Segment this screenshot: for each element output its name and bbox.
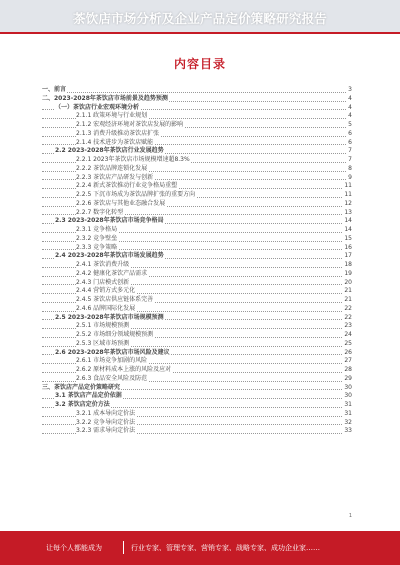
toc-entry[interactable] [42,305,352,314]
toc-entry[interactable] [42,314,352,323]
toc-entry-title: 3.2.3 需求导向定价法 [76,427,136,435]
toc-entry[interactable] [42,147,352,156]
toc-entry-page: 13 [344,208,352,216]
toc-entry[interactable] [42,200,352,209]
toc-entry[interactable] [42,384,352,393]
toc-entry[interactable] [42,174,352,183]
toc-entry[interactable] [42,182,352,191]
toc-entry-title: 2.1.3 消费升级推动茶饮店扩张 [76,129,160,137]
toc-entry-page: 14 [344,217,352,225]
toc-entry[interactable] [42,340,352,349]
toc-entry-page: 6 [348,138,352,146]
toc-entry-title: 2.6 2023-2028年茶饮店市场风险及建议 [55,348,170,356]
toc-entry[interactable] [42,366,352,375]
toc-entry-page: 30 [344,383,352,391]
toc-entry-title: 2.1.1 政策环境与行业规划 [76,112,148,120]
footer-banner [0,531,400,565]
toc-entry-title: 2.4.2 健康化茶饮产品需求 [76,269,148,277]
toc-entry-title: 2.2.5 下沉市场成为茶饮品牌扩张的重要方向 [76,191,196,198]
toc-entry-page: 4 [348,103,352,111]
toc-entry[interactable] [42,139,352,148]
toc-entry-title: 2.2.1 2023年茶饮店市场规模增速超8.3% [76,156,190,163]
toc-entry[interactable] [42,392,352,401]
toc-entry[interactable] [42,261,352,270]
toc-entry-page: 24 [344,331,352,338]
toc-entry-title: 3.2.1 成本导向定价法 [76,409,136,417]
toc-entry[interactable] [42,296,352,305]
toc-entry-title: 2.4.4 营销方式多元化 [76,287,136,295]
toc-entry-page: 21 [344,296,352,303]
toc-entry[interactable] [42,191,352,200]
toc-entry-title: 2.5.2 市场细分领域规模预测 [76,331,154,338]
toc-entry[interactable] [42,331,352,340]
table-of-contents [42,86,352,436]
toc-heading: 内容目录 [173,57,226,71]
toc-entry-title: 2.2.2 茶饮品牌连锁化发展 [76,164,148,172]
toc-entry-page: 16 [344,243,352,251]
toc-entry-title: 2.1.4 技术进步为茶饮店赋能 [76,138,154,146]
toc-entry[interactable] [42,209,352,218]
toc-entry-title: 2.3.1 竞争格局 [76,226,118,233]
toc-entry-page: 23 [344,322,352,330]
footer-slogan-left: 让每个人都能成为 [46,544,102,552]
toc-entry[interactable] [42,95,352,104]
toc-entry-title: 3.1 茶饮店产品定价依据 [55,392,122,400]
toc-entry[interactable] [42,270,352,279]
toc-entry[interactable] [42,252,352,261]
toc-entry-title: 2.4 2023-2028年茶饮店市场发展趋势 [55,252,164,260]
toc-entry[interactable] [42,279,352,288]
toc-entry[interactable] [42,130,352,139]
toc-entry-page: 4 [348,112,352,120]
toc-entry-title: 2.2.6 茶饮店与其他业态融合发展 [76,199,166,207]
toc-entry-title: 2.2.3 茶饮店产品研发与创新 [76,173,154,181]
toc-entry-page: 33 [344,427,352,435]
toc-entry-page: 14 [344,226,352,233]
toc-entry-page: 22 [344,304,352,312]
toc-entry-page: 7 [348,156,352,163]
toc-entry-title: 三、茶饮店产品定价策略研究 [42,383,121,391]
toc-entry-page: 21 [344,287,352,295]
toc-entry-page: 11 [344,191,352,198]
toc-entry-page: 27 [344,357,352,365]
toc-entry[interactable] [42,86,352,95]
toc-entry[interactable] [42,235,352,244]
toc-entry-page: 28 [344,366,352,373]
toc-entry-title: 2.6.1 市场竞争加剧的风险 [76,357,148,365]
toc-entry[interactable] [42,375,352,384]
toc-entry-page: 26 [344,348,352,356]
toc-entry-title: 2.3.2 竞争壁垒 [76,234,118,242]
toc-entry-page: 31 [344,401,352,408]
toc-entry[interactable] [42,287,352,296]
toc-entry[interactable] [42,121,352,130]
toc-entry-page: 25 [344,339,352,347]
toc-entry-title: 一、前言 [42,86,67,93]
toc-entry[interactable] [42,112,352,121]
toc-entry-page: 8 [348,164,352,172]
toc-entry-page: 5 [348,121,352,128]
toc-entry[interactable] [42,217,352,226]
toc-entry-page: 7 [348,147,352,155]
toc-entry[interactable] [42,427,352,436]
toc-entry-title: 2.1.2 宏观经济环境对茶饮店发展的影响 [76,121,184,128]
toc-entry-title: 3.2.2 竞争导向定价法 [76,418,136,426]
toc-entry-title: 2.2.4 新式茶饮推动行业竞争格局重塑 [76,182,178,190]
toc-entry-page: 30 [344,392,352,400]
toc-entry-title: 2.3 2023-2028年茶饮店市场竞争格局 [55,217,164,225]
toc-entry-page: 9 [348,173,352,181]
toc-entry-title: （一）茶饮店行业宏观环境分析 [55,103,140,111]
toc-entry-page: 17 [344,252,352,260]
toc-entry[interactable] [42,165,352,174]
header-banner [0,0,400,34]
footer-slogan-right: 行业专家、管理专家、营销专家、战略专家、成功企业家…… [131,544,320,552]
toc-entry-page: 15 [344,234,352,242]
toc-entry-page: 12 [344,199,352,207]
toc-entry-page: 22 [344,313,352,321]
toc-entry[interactable] [42,419,352,428]
toc-entry[interactable] [42,104,352,113]
toc-entry-page: 4 [348,94,352,102]
toc-entry[interactable] [42,244,352,253]
toc-entry-title: 2.5 2023-2028年茶饮店市场规模预测 [55,313,164,321]
toc-entry[interactable] [42,410,352,419]
toc-entry-title: 2.2 2023-2028年茶饮店行业发展趋势 [55,147,164,155]
report-title: 茶饮店市场分析及企业产品定价策略研究报告 [72,11,327,26]
toc-entry-title: 2.6.2 原材料成本上涨的风险及应对 [76,366,172,373]
toc-entry-title: 2.4.3 门店模式创新 [76,278,130,286]
toc-entry[interactable] [42,349,352,358]
toc-entry-page: 20 [344,278,352,286]
toc-entry-title: 2.6.3 食品安全风险及防范 [76,374,148,382]
toc-entry[interactable] [42,156,352,165]
toc-entry-title: 2.3.3 竞争策略 [76,243,118,251]
toc-entry-page: 19 [344,269,352,277]
toc-entry-title: 二、2023-2028年茶饮店市场前景及趋势预测 [42,94,168,102]
toc-entry-title: 2.2.7 数字化转型 [76,208,124,216]
toc-entry-title: 2.5.1 市场规模预测 [76,322,130,330]
toc-entry-page: 3 [348,86,352,93]
toc-entry[interactable] [42,322,352,331]
toc-entry-title: 2.5.3 区域市场预测 [76,339,130,347]
toc-entry-title: 2.4.1 茶饮消费升级 [76,261,130,268]
toc-entry-page: 11 [344,182,352,190]
toc-entry-page: 32 [344,418,352,426]
toc-entry-title: 2.4.6 品牌国际化发展 [76,304,136,312]
toc-entry-page: 31 [344,409,352,417]
toc-entry-page: 6 [348,129,352,137]
footer-divider [123,541,124,554]
toc-entry-title: 3.2 茶饮店定价方法 [55,401,110,408]
toc-entry-page: 29 [344,374,352,382]
toc-entry[interactable] [42,357,352,366]
toc-entry-page: 18 [344,261,352,268]
toc-entry[interactable] [42,226,352,235]
toc-entry[interactable] [42,401,352,410]
page-number: 1 [348,513,352,519]
toc-entry-title: 2.4.5 茶饮店供应链体系完善 [76,296,154,303]
